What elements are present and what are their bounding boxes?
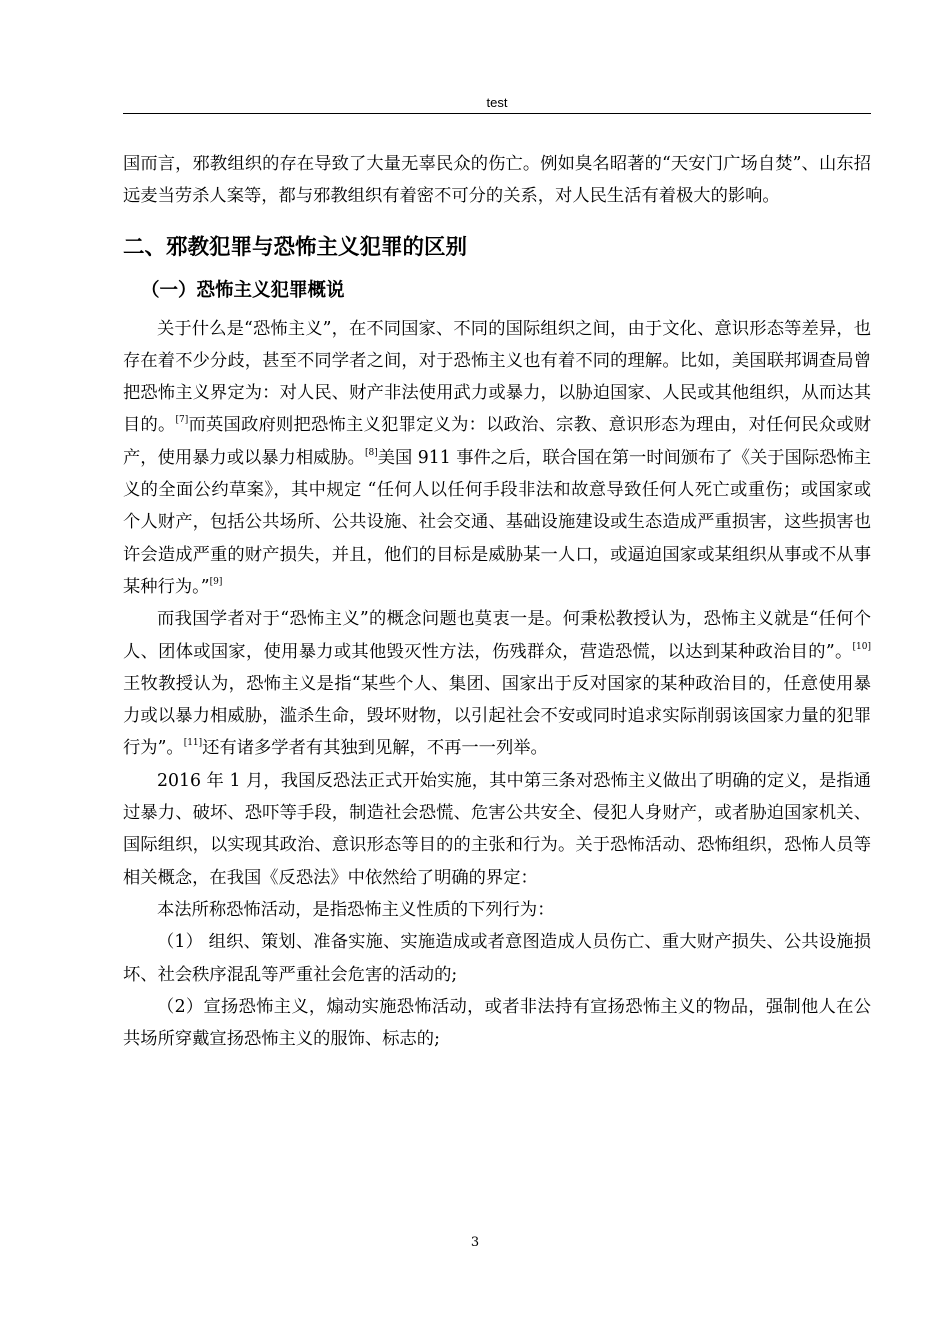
text-span: 还有诸多学者有其独到见解，不再一一列举。 [202,738,548,759]
citation-ref: [7] [175,415,189,426]
list-item: （1） 组织、策划、准备实施、实施造成或者意图造成人员伤亡、重大财产损失、公共设施损坏、社会秩序混乱等严重社会危害的活动的; [123,932,871,985]
paragraph-continued: 国而言，邪教组织的存在导致了大量无辜民众的伤亡。例如臭名昭著的“天安门广场自焚”、山东招远麦当劳杀人案等，都与邪教组织有着密不可分的关系，对人民生活有着极大的影响。 [123,154,871,207]
header-rule [123,113,871,114]
text-span: 而英国政府则把恐怖主义犯罪定义为：以政治、宗教、意识形态为理由，对任何民众或财产，使用暴力或以暴力相威胁。 [123,415,871,468]
paragraph-activity-definition: 本法所称恐怖活动，是指恐怖主义性质的下列行为： [157,899,555,920]
citation-ref: [9] [209,576,223,587]
text-span: 而我国学者对于“恐怖主义”的概念问题也莫衷一是。何秉松教授认为，恐怖主义就是“任何个人、团体或国家，使用暴力或其他毁灭性方法，伤残群众，营造恐慌，以达到某种政治目的”。 [123,609,871,662]
page-number: 3 [470,1235,480,1250]
paragraph-scholar-views [123,603,871,764]
document-body [123,148,871,1055]
page-header: test [486,95,508,110]
paragraph-antiterror-law: 2016 年 1 月，我国反恐法正式开始实施，其中第三条对恐怖主义做出了明确的定义，是指通过暴力、破坏、恐吓等手段，制造社会恐慌、危害公共安全、侵犯人身财产，或者胁迫国家机关、国际组织，以实现其政治、意识形态等目的的主张和行为。关于恐怖活动、恐怖组织，恐怖人员等相关概念，在我国《反恐法》中依然给了明确的界定： [123,770,871,888]
text-span: 王牧教授认为，恐怖主义是指“某些个人、集团、国家出于反对国家的某种政治目的，任意使用暴力或以暴力相威胁，滥杀生命，毁坏财物，以引起社会不安或同时追求实际削弱该国家力量的犯罪行为”。 [123,673,871,759]
citation-ref: [11] [183,738,203,749]
citation-ref: [10] [852,641,871,652]
text-span: 美国 911 事件之后，联合国在第一时间颁布了《关于国际恐怖主义的全面公约草案》，其中规定 “任何人以任何手段非法和故意导致任何人死亡或重伤；或国家或个人财产，包括公共场所、公共设施、社会交通、基础设施建设或生态造成严重损害，这些损害也许会造成严重的财产损失，并且，他们的目标是威胁某一人口，或逼迫国家或某组织从事或不从事某种行为。” [123,447,871,597]
subsection-heading: （一）恐怖主义犯罪概说 [141,279,345,301]
section-heading: 二、邪教犯罪与恐怖主义犯罪的区别 [123,234,468,260]
paragraph-terrorism-definitions [123,313,871,604]
citation-ref: [8] [364,447,378,458]
text-span: 关于什么是“恐怖主义”，在不同国家、不同的国际组织之间，由于文化、意识形态等差异，也存在着不少分歧，甚至不同学者之间，对于恐怖主义也有着不同的理解。比如，美国联邦调查局曾把恐怖主义界定为：对人民、财产非法使用武力或暴力，以胁迫国家、人民或其他组织，从而达其目的。 [123,318,871,436]
list-item: （2）宣扬恐怖主义，煽动实施恐怖活动，或者非法持有宣扬恐怖主义的物品，强制他人在公共场所穿戴宣扬恐怖主义的服饰、标志的; [123,996,871,1050]
